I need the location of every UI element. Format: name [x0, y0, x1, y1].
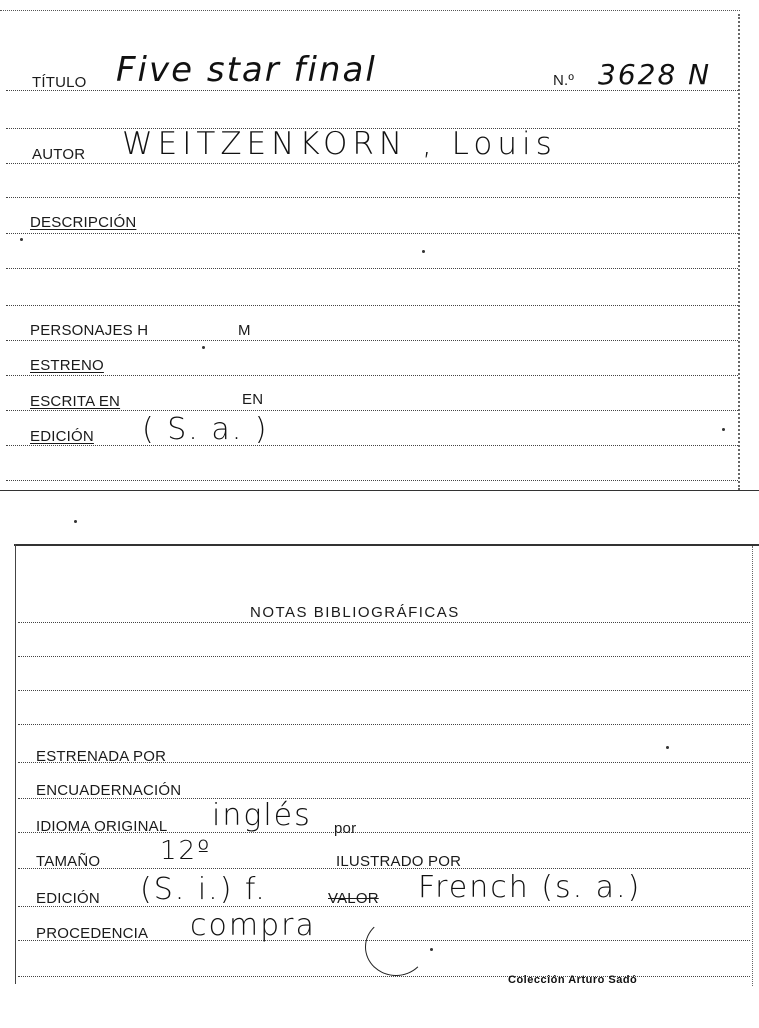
catalog-card-front: [0, 0, 759, 492]
numero-value: 3628 N: [598, 58, 712, 91]
numero-label: N.º: [553, 72, 575, 89]
speck: [202, 346, 205, 349]
encuadernacion-label: ENCUADERNACIÓN: [36, 782, 182, 799]
personajes-m-label: M: [238, 322, 251, 339]
rule-line: [6, 480, 738, 481]
edicion-label: EDICIÓN: [30, 428, 94, 445]
tamano-label: TAMAÑO: [36, 853, 101, 870]
ilustrado-label: ILUSTRADO POR: [336, 853, 462, 870]
procedencia-label: PROCEDENCIA: [36, 925, 149, 942]
escrita-en2-label: EN: [242, 391, 264, 408]
rule-line: [6, 305, 738, 306]
rule-line: [18, 976, 750, 977]
card-top-edge: [0, 10, 740, 11]
idioma-por-label: por: [334, 820, 357, 837]
personajes-label: PERSONAJES H: [30, 322, 149, 339]
card-right-edge: [752, 546, 753, 986]
rule-line: [6, 340, 738, 341]
rule-line: [6, 233, 738, 234]
escrita-en-label: ESCRITA EN: [30, 393, 121, 410]
descripcion-label: DESCRIPCIÓN: [30, 214, 137, 231]
edicion-value: ( S. a. ): [142, 412, 269, 447]
rule-line: [18, 622, 750, 623]
card-left-edge: [15, 544, 16, 984]
edicion-label-2: EDICIÓN: [36, 890, 100, 907]
rule-line: [18, 724, 750, 725]
titulo-value: Five star final: [116, 50, 377, 90]
coleccion-stamp: Colección Arturo Sadó: [508, 974, 638, 986]
card-bottom-edge: [0, 490, 759, 491]
titulo-label: TÍTULO: [32, 74, 87, 91]
speck: [666, 746, 669, 749]
rule-line: [18, 656, 750, 657]
idioma-value: inglés: [212, 798, 312, 833]
rule-line: [6, 375, 738, 376]
speck: [422, 250, 425, 253]
rule-line: [6, 445, 738, 446]
speck: [430, 948, 433, 951]
idioma-label: IDIOMA ORIGINAL: [36, 818, 168, 835]
rule-line: [18, 690, 750, 691]
estrenada-label: ESTRENADA POR: [36, 748, 167, 765]
edicion-value-2: (S. i.) f.: [140, 872, 267, 907]
card-top-edge: [14, 544, 759, 546]
valor-value: French (s. a.): [418, 870, 642, 905]
rule-line: [6, 197, 738, 198]
valor-label: VALOR: [328, 890, 379, 907]
estreno-label: ESTRENO: [30, 357, 104, 374]
rule-line: [18, 906, 750, 907]
rule-line: [6, 163, 738, 164]
card-right-edge: [738, 14, 740, 490]
tamano-value: 12º: [160, 836, 212, 866]
rule-line: [6, 268, 738, 269]
speck: [74, 520, 77, 523]
notas-label: NOTAS BIBLIOGRÁFICAS: [250, 604, 460, 621]
handwritten-circle-mark: [365, 918, 427, 976]
rule-line: [6, 410, 738, 411]
speck: [722, 428, 725, 431]
autor-label: AUTOR: [32, 146, 86, 163]
autor-value: WEITZENKORN , Louis: [122, 126, 557, 162]
procedencia-value: compra: [190, 908, 316, 943]
speck: [20, 238, 23, 241]
catalog-card-back: [0, 540, 759, 1028]
